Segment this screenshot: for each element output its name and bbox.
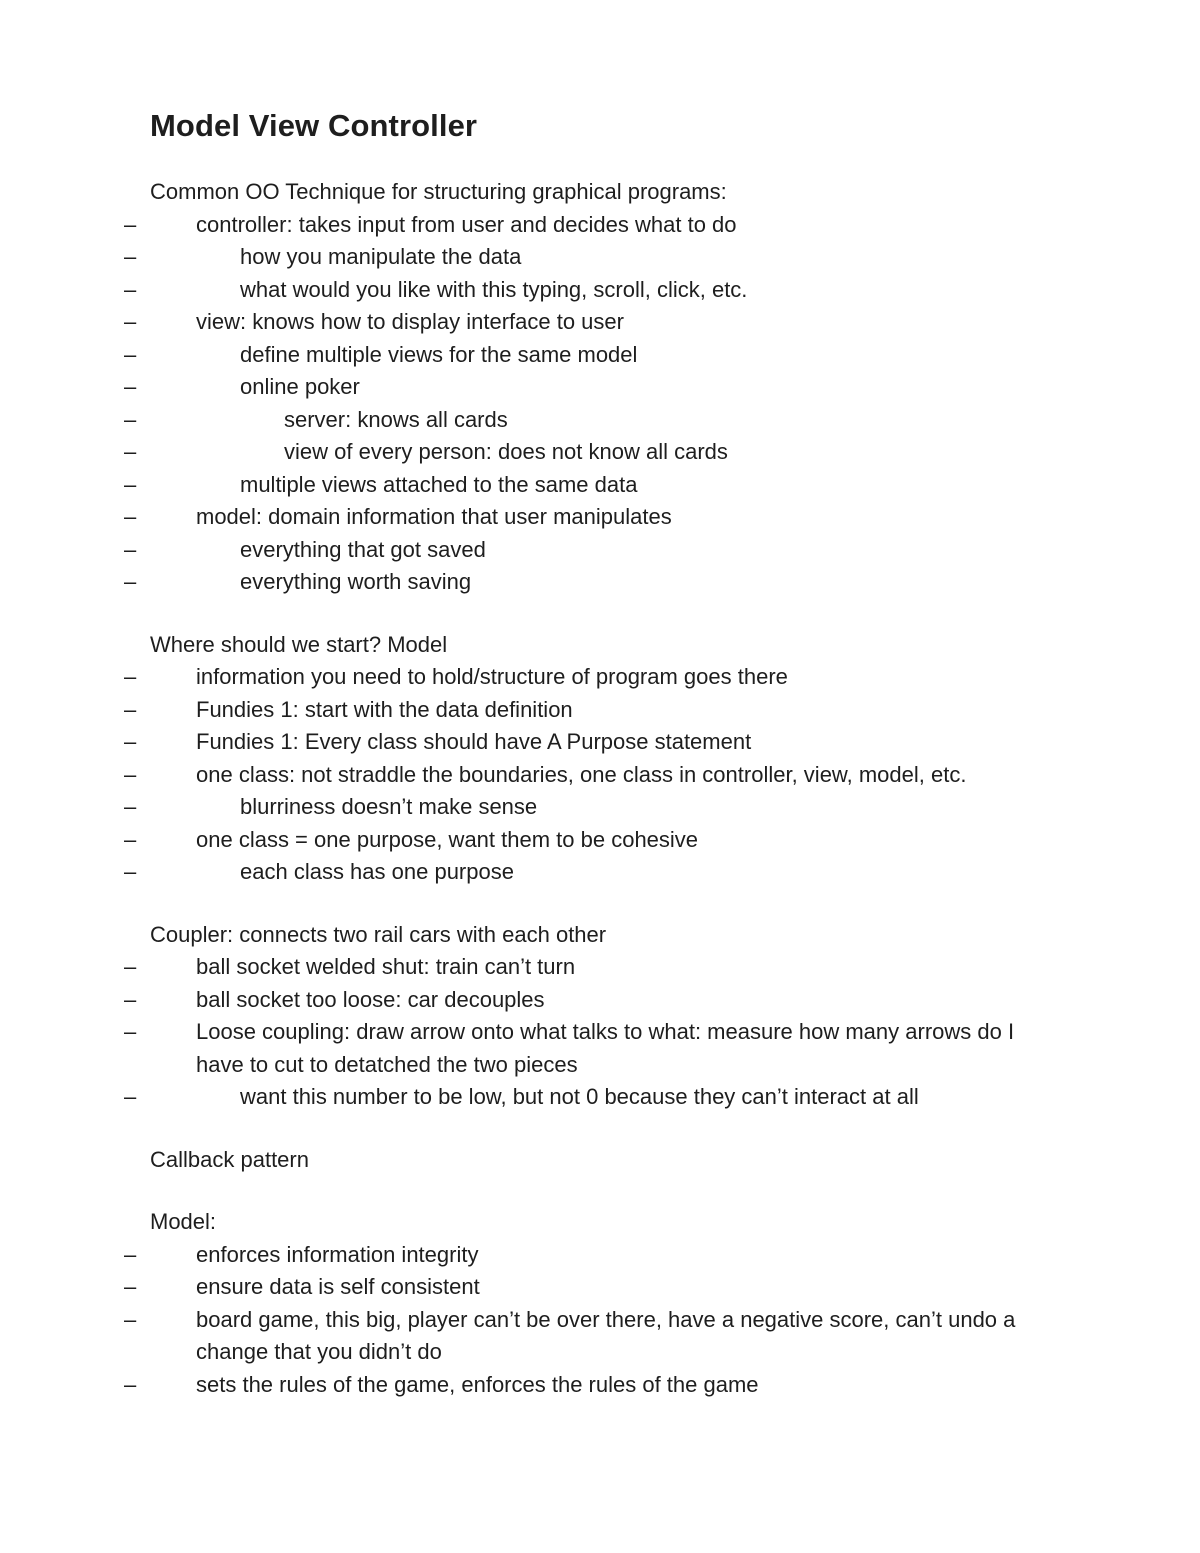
bullet-list — [150, 661, 1050, 889]
section-mvc — [150, 176, 1050, 599]
list-item: – what would you like with this typing, scroll, click, etc. — [150, 274, 1050, 307]
bullet-list — [150, 951, 1050, 1114]
list-item: – blurriness doesn’t make sense — [150, 791, 1050, 824]
list-item: – one class = one purpose, want them to be cohesive — [150, 824, 1050, 857]
list-item: – view of every person: does not know all cards — [150, 436, 1050, 469]
section-callback — [150, 1144, 1050, 1177]
list-item: – online poker — [150, 371, 1050, 404]
section-heading: Model: — [150, 1209, 217, 1234]
list-item: – ball socket too loose: car decouples — [150, 984, 1050, 1017]
list-item: – ball socket welded shut: train can’t turn — [150, 951, 1050, 984]
list-item: – information you need to hold/structure of program goes there — [150, 661, 1050, 694]
list-item: – model: domain information that user manipulates — [150, 501, 1050, 534]
list-item: – ensure data is self consistent — [150, 1271, 1050, 1304]
page-title: Model View Controller — [150, 108, 478, 143]
list-item: – enforces information integrity — [150, 1239, 1050, 1272]
list-item: – how you manipulate the data — [150, 241, 1050, 274]
list-item: – everything worth saving — [150, 566, 1050, 599]
bullet-list — [150, 209, 1050, 599]
list-item: – server: knows all cards — [150, 404, 1050, 437]
list-item: – Loose coupling: draw arrow onto what talks to what: measure how many arrows do I have to cut to detatched the two pieces — [150, 1016, 1050, 1081]
list-item: – one class: not straddle the boundaries, one class in controller, view, model, etc. — [150, 759, 1050, 792]
list-item: – controller: takes input from user and decides what to do — [150, 209, 1050, 242]
section-heading: Callback pattern — [150, 1146, 309, 1172]
list-item: – view: knows how to display interface to user — [150, 306, 1050, 339]
document-page — [150, 104, 1050, 1401]
section-heading: Coupler: connects two rail cars with each other — [150, 921, 607, 947]
section-model — [150, 1206, 1050, 1401]
section-start — [150, 629, 1050, 889]
bullet-list — [150, 1239, 1050, 1402]
list-item: – want this number to be low, but not 0 because they can’t interact at all — [150, 1081, 1050, 1114]
list-item: – Fundies 1: Every class should have A Purpose statement — [150, 726, 1050, 759]
section-heading: Common OO Technique for structuring graphical programs: — [150, 179, 727, 204]
list-item: – multiple views attached to the same data — [150, 469, 1050, 502]
list-item: – sets the rules of the game, enforces the rules of the game — [150, 1369, 1050, 1402]
list-item: – everything that got saved — [150, 534, 1050, 567]
list-item: – define multiple views for the same model — [150, 339, 1050, 372]
list-item: – board game, this big, player can’t be over there, have a negative score, can’t undo a change that you didn’t do — [150, 1304, 1050, 1369]
list-item: – each class has one purpose — [150, 856, 1050, 889]
list-item: – Fundies 1: start with the data definition — [150, 694, 1050, 727]
section-heading: Where should we start? Model — [150, 631, 448, 657]
section-coupler — [150, 919, 1050, 1114]
